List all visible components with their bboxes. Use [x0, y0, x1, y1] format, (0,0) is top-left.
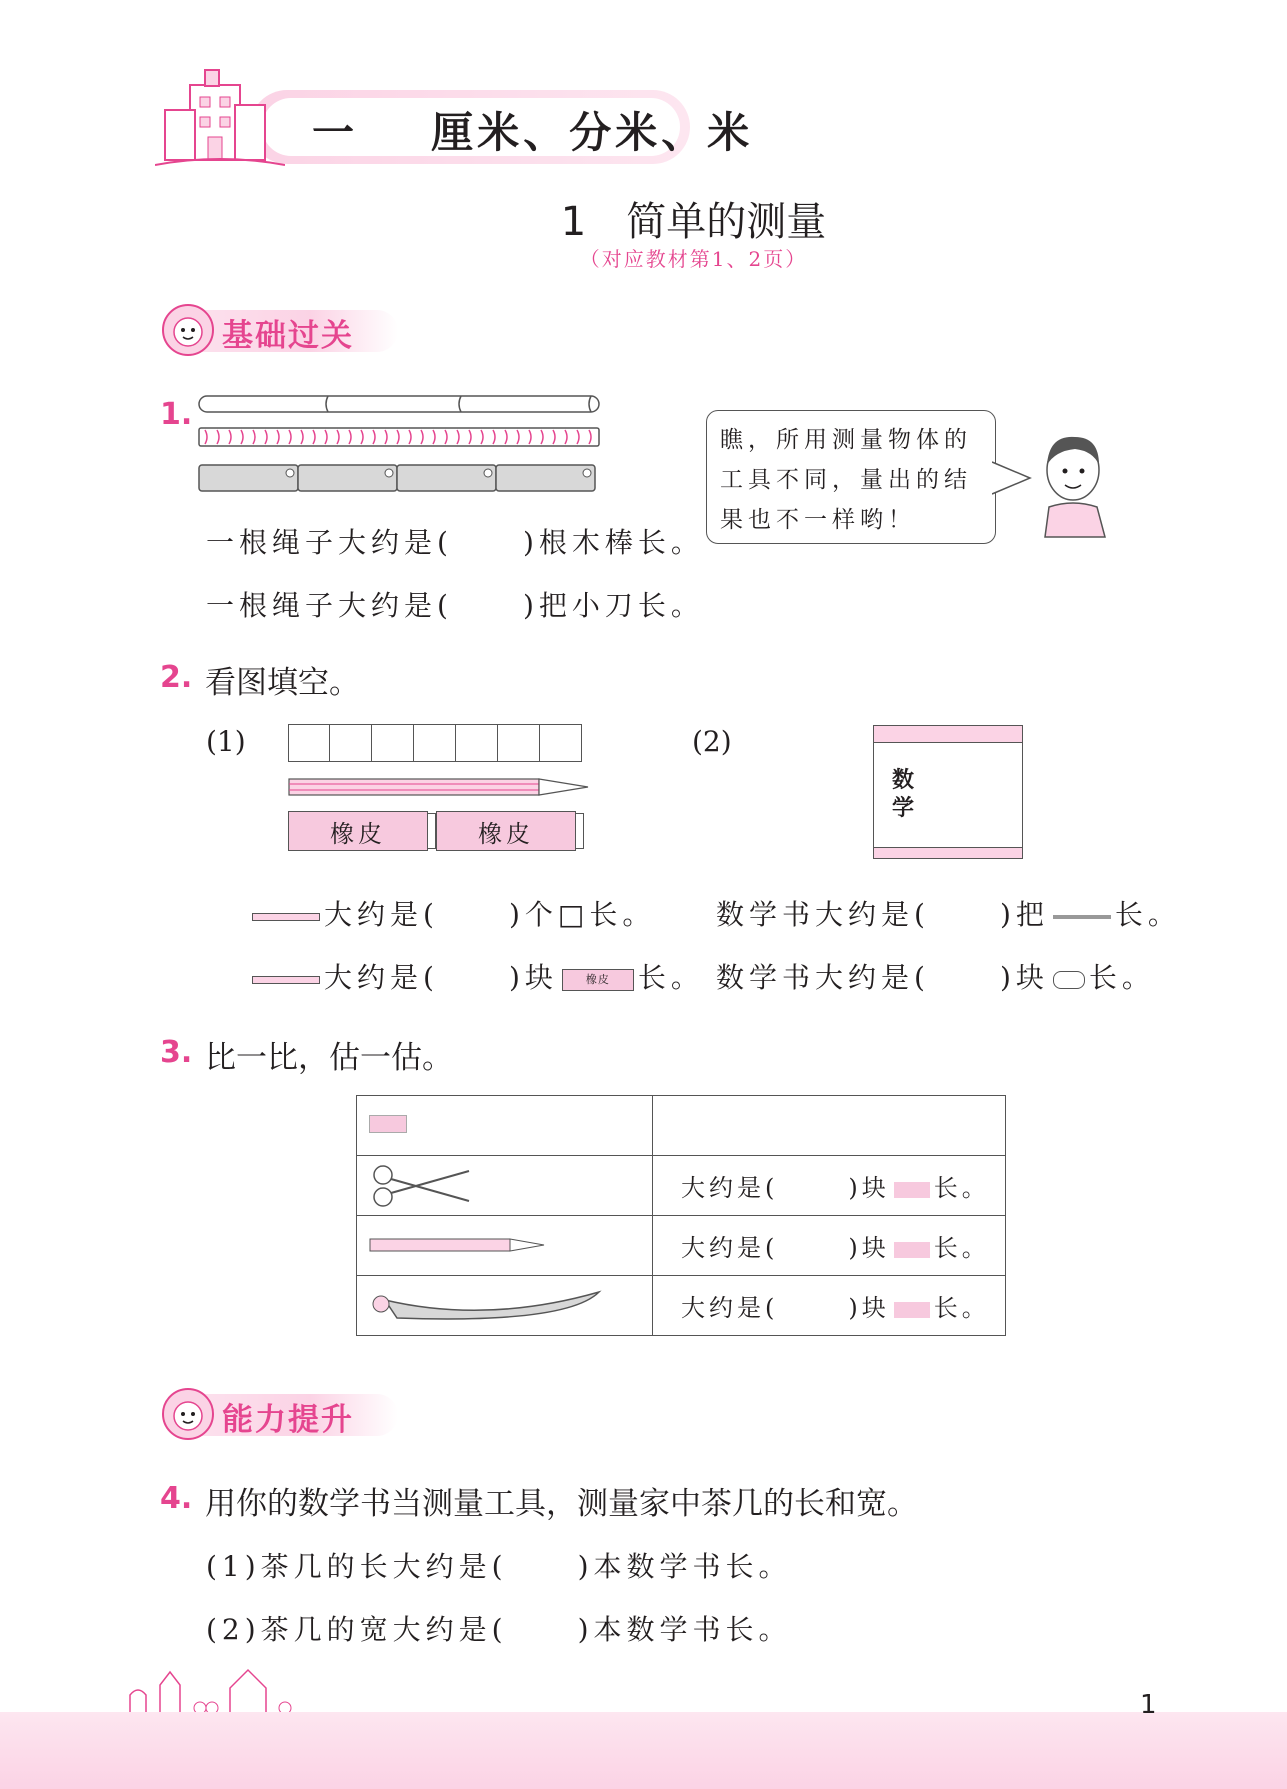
knives-icon — [199, 465, 595, 491]
q3-prompt: 比一比，估一估。 — [205, 1040, 453, 1076]
page-number: 1 — [1140, 1690, 1157, 1720]
small-clip-icon — [1053, 971, 1085, 989]
school-building-icon — [155, 65, 285, 175]
section-advanced-title: 能力提升 — [222, 1402, 354, 1438]
boy-character-icon — [1035, 425, 1115, 540]
q2-square-grid — [288, 724, 582, 762]
q2-line-b2: 数学书大约是( )块 长。 — [716, 961, 1155, 994]
footer-town-icon — [120, 1660, 420, 1720]
grid-square — [372, 724, 414, 762]
q1-number: 1. — [160, 397, 193, 432]
small-eraser-icon — [894, 1182, 930, 1198]
book-spine-title: 数学 — [892, 767, 915, 821]
unit-number: 一 — [312, 108, 359, 157]
pencil-icon — [288, 774, 593, 800]
grid-square — [288, 724, 330, 762]
q4-prompt: 用你的数学书当测量工具，测量家中茶几的长和宽。 — [205, 1486, 918, 1522]
q3-number: 3. — [160, 1035, 193, 1070]
table-row: 大约是( )块 长。 — [357, 1216, 1006, 1276]
unit-title-text: 厘米、分米、米 — [431, 108, 754, 157]
q2-label-1: (1) — [206, 725, 246, 758]
q1-line1: 一根绳子大约是( )根木棒长。 — [206, 526, 704, 559]
grid-square — [540, 724, 582, 762]
q4-number: 4. — [160, 1481, 193, 1516]
book-top-clips — [874, 726, 1022, 743]
small-eraser-icon — [894, 1242, 930, 1258]
q2-number: 2. — [160, 660, 193, 695]
q1-line2: 一根绳子大约是( )把小刀长。 — [206, 589, 704, 622]
q2-line-b1: 数学书大约是( )把 长。 — [716, 898, 1181, 931]
eraser-end — [576, 813, 584, 849]
sticks-icon — [199, 396, 599, 412]
lesson-title: 1 简单的测量 — [560, 199, 827, 245]
rope-icon — [199, 428, 599, 446]
small-eraser-icon — [369, 1115, 407, 1133]
q1-bubble-text: 瞧，所用测量物体的 工具不同，量出的结 果也不一样哟！ — [720, 427, 972, 533]
pencil-icon — [369, 1231, 549, 1261]
math-book-icon — [873, 725, 1023, 859]
grid-square — [498, 724, 540, 762]
table-row — [357, 1096, 1006, 1156]
unit-title — [312, 100, 753, 160]
scissors-icon — [369, 1161, 479, 1211]
small-eraser-icon: 橡皮 — [562, 969, 634, 991]
q2-line-a1: 大约是( )个□长。 — [252, 893, 655, 933]
q3-comparison-table — [356, 1095, 1006, 1336]
section-basic-title: 基础过关 — [222, 318, 354, 354]
table-row: 大约是( )块 长。 — [357, 1156, 1006, 1216]
q4-line2: (2)茶几的宽大约是( )本数学书长。 — [206, 1613, 792, 1646]
small-knife-icon — [1053, 915, 1111, 919]
mascot-face-icon — [160, 1386, 216, 1442]
grid-square — [456, 724, 498, 762]
q2-erasers — [288, 811, 584, 851]
bubble-tail — [992, 460, 1032, 500]
q1-measuring-objects — [195, 390, 605, 500]
small-eraser-icon — [894, 1302, 930, 1318]
small-pencil-icon — [252, 976, 320, 984]
book-bottom-edge — [874, 847, 1022, 858]
q2-label-2: (2) — [692, 725, 732, 758]
table-row: 大约是( )块 长。 — [357, 1276, 1006, 1336]
grid-square — [330, 724, 372, 762]
small-pencil-icon — [252, 913, 320, 921]
mascot-face-icon — [160, 302, 216, 358]
eraser-icon: 橡皮 — [436, 811, 576, 851]
q2-line-a2: 大约是( )块 橡皮 长。 — [252, 956, 704, 996]
q4-line1: (1)茶几的长大约是( )本数学书长。 — [206, 1550, 792, 1583]
lesson-subtitle: （对应教材第1、2页） — [579, 247, 808, 271]
q2-prompt: 看图填空。 — [205, 665, 360, 701]
cucumber-icon — [367, 1284, 607, 1328]
grid-square — [414, 724, 456, 762]
eraser-icon: 橡皮 — [288, 811, 428, 851]
footer-band — [0, 1712, 1287, 1789]
eraser-end — [428, 813, 436, 849]
